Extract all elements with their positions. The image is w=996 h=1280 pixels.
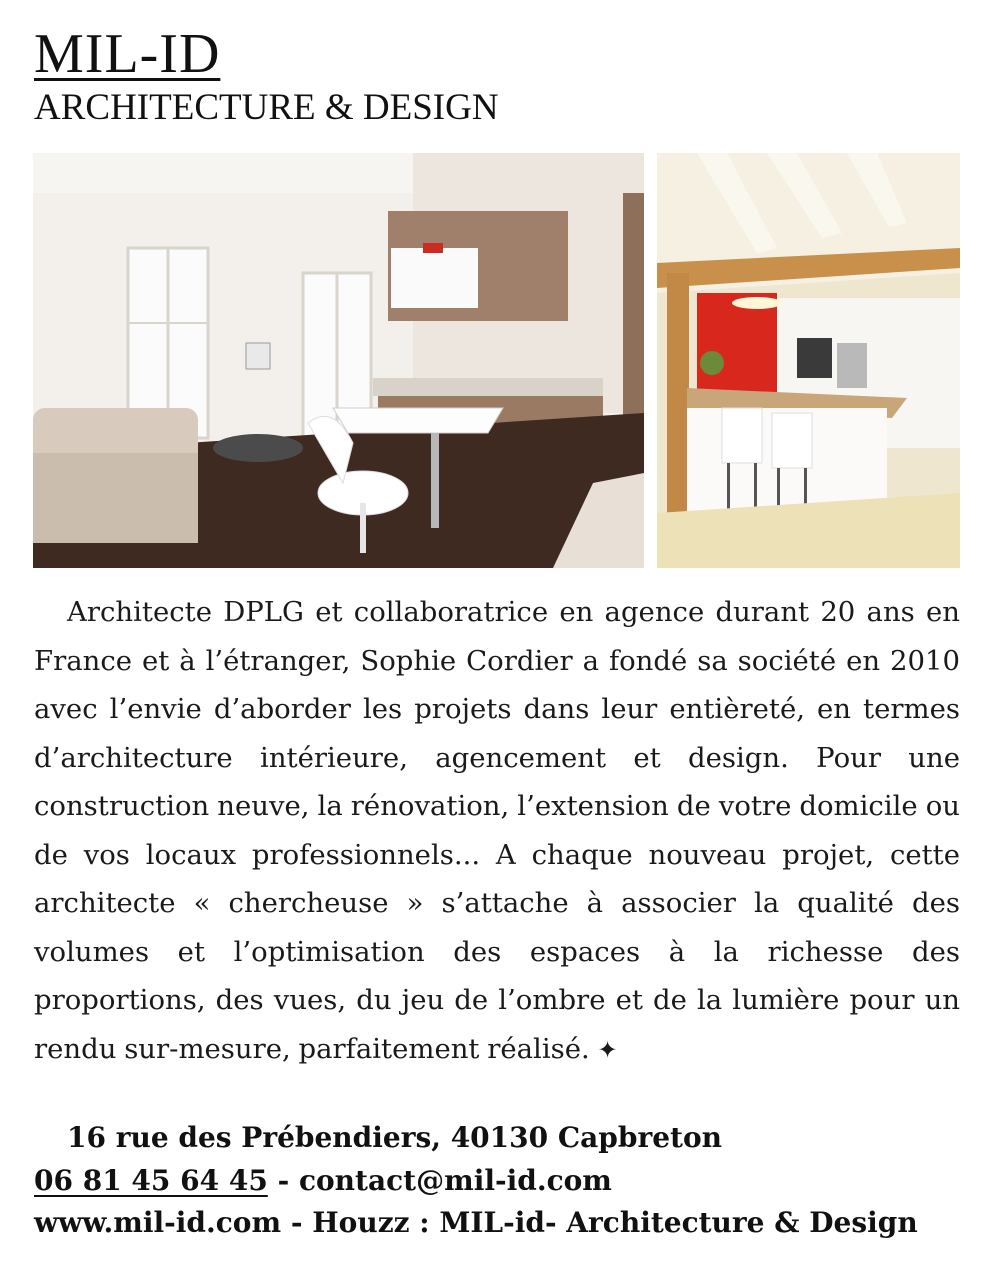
- contact-address: 16 rue des Prébendiers, 40130 Capbreton: [67, 1121, 722, 1154]
- website-link[interactable]: www.mil-id.com: [34, 1206, 282, 1239]
- separator: -: [267, 1164, 299, 1197]
- kitchen-photo: [657, 153, 960, 568]
- phone-link[interactable]: 06 81 45 64 45: [34, 1164, 268, 1197]
- email-link[interactable]: contact@mil-id.com: [298, 1164, 612, 1197]
- contact-phone-line: [34, 1163, 960, 1199]
- contact-web-line: [34, 1205, 960, 1241]
- article-body-text: Architecte DPLG et collaboratrice en agence durant 20 ans en France et à l’étranger, Sophie Cordier a fondé sa société en 2010 avec l’envie d’aborder les projets dans leur entièreté, en termes d’architecture intérieure, agencement et design. Pour une construction neuve, la rénovation, l’extension de votre domicile ou de vos locaux professionnels... A chaque nouveau projet, cette architecte « chercheuse » s’attache à associer la qualité des volumes et l’optimisation des espaces à la richesse des proportions, des vues, du jeu de l’ombre et de la lumière pour un rendu sur-mesure, parfaitement réalisé.: [34, 596, 960, 1065]
- article-body: [34, 588, 960, 1074]
- living-room-illustration: [33, 153, 644, 568]
- brand-title: MIL-ID: [34, 23, 221, 85]
- houzz-link[interactable]: Houzz : MIL-id- Architecture & Design: [312, 1206, 918, 1239]
- living-room-photo: [33, 153, 644, 568]
- separator: -: [281, 1206, 313, 1239]
- brand-subtitle: ARCHITECTURE & DESIGN: [34, 87, 499, 128]
- kitchen-illustration: [657, 153, 960, 568]
- end-mark-icon: ✦: [597, 1035, 618, 1064]
